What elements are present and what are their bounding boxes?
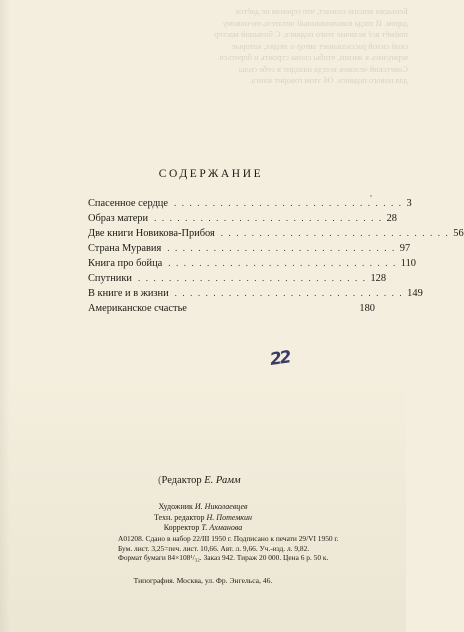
toc-entry-page: 56 xyxy=(453,228,464,239)
credit-line xyxy=(0,523,406,534)
editor-role: Редактор xyxy=(161,475,202,486)
toc-entry-title: Спутники xyxy=(88,273,132,284)
toc-entry-title: Американское счастье xyxy=(88,303,187,314)
toc-entry-title: В книге и в жизни xyxy=(88,288,169,299)
toc-leader-dots: .............................. xyxy=(220,228,454,238)
toc-entry-title: Две книги Новикова-Прибоя xyxy=(88,228,215,239)
toc-leader-dots: .............................. xyxy=(154,213,387,223)
toc-leader-dots: .............................. xyxy=(173,198,407,208)
bleed-line: поймёт всё величие этого подвига. С большой мастер xyxy=(214,29,408,39)
toc-entry-page: 128 xyxy=(370,273,387,284)
bleed-line: Бенькова вполне сознает, что героизм не даётся xyxy=(235,6,408,16)
toc-leader-dots: .............................. xyxy=(167,243,400,253)
toc-entry-title: Образ матери xyxy=(88,213,149,224)
print-mark: , xyxy=(370,189,372,198)
toc-entry-title: Спасенное сердце xyxy=(88,198,168,209)
credit-role: Техн. редактор xyxy=(153,512,205,522)
credit-line xyxy=(0,502,406,513)
bleed-line: ской силой рассказывает автор о людях, которые xyxy=(231,40,408,51)
credit-role: Корректор xyxy=(163,523,200,532)
toc-entry xyxy=(88,211,397,226)
toc-leader-dots: .............................. xyxy=(137,273,371,283)
credits xyxy=(0,502,406,534)
toc-leader-dots: .............................. xyxy=(174,288,408,298)
toc-entry-page: 110 xyxy=(400,258,416,269)
credit-name: И. Николаевцев xyxy=(194,502,248,511)
toc-entry-page: 180 xyxy=(359,303,375,314)
bleed-line: Советский человек всегда находит в себе силы xyxy=(238,63,408,74)
bleed-line: даром. И тогда взволнованный читатель по-новому xyxy=(222,17,408,28)
bleed-through-text xyxy=(214,6,408,124)
editor-name: Е. Рамм xyxy=(204,475,241,486)
toc-entry xyxy=(88,301,375,316)
imprint-line: Формат бумаги 84×108¹/₃₂. Заказ 942. Тираж 20 000. Цена 6 р. 50 к. xyxy=(118,553,329,563)
credit-name: Н. Потемкин xyxy=(206,512,253,522)
imprint-line: А01208. Сдано в набор 22/III 1950 г. Подписано к печати 29/VI 1950 г. xyxy=(118,534,339,543)
credit-role: Художник xyxy=(158,502,193,511)
handwritten-number-stamp: 22 xyxy=(268,347,291,370)
toc-leader-dots: .............................. xyxy=(168,258,401,268)
imprint-block xyxy=(118,534,390,563)
printer-line: Типография. Москва, ул. Фр. Энгельса, 46. xyxy=(133,576,273,585)
toc-entry-page: 149 xyxy=(407,288,423,299)
editor-bracket: ( xyxy=(158,475,162,486)
toc-entry xyxy=(88,256,416,271)
toc-entry xyxy=(88,286,423,301)
toc-entry-title: Страна Муравия xyxy=(88,243,162,254)
toc-entry xyxy=(88,226,464,241)
toc-entry xyxy=(88,271,387,286)
toc-entry-page: 97 xyxy=(399,243,411,254)
toc-entry xyxy=(88,241,411,256)
credit-name: Т. Ахманова xyxy=(201,523,243,532)
editor-line xyxy=(158,475,241,486)
toc-title: СОДЕРЖАНИЕ xyxy=(158,168,264,180)
credit-line xyxy=(0,513,406,524)
toc-leader-dots xyxy=(187,301,349,316)
toc-entry xyxy=(88,196,412,211)
imprint-line: Бум. лист. 3,25=печ. лист. 10,66. Авт. л. 9,66. Уч.-изд. л. 9,82. xyxy=(118,543,310,553)
table-of-contents xyxy=(88,196,464,316)
toc-entry-page: 3 xyxy=(406,198,412,209)
bleed-line: для нового подвига. Об этом говорит книга. xyxy=(249,75,408,85)
bleed-line: вернулись к жизни, чтобы снова строить и бороться. xyxy=(217,52,408,62)
toc-entry-title: Книга про бойца xyxy=(88,258,163,269)
toc-entry-page: 28 xyxy=(386,213,397,224)
